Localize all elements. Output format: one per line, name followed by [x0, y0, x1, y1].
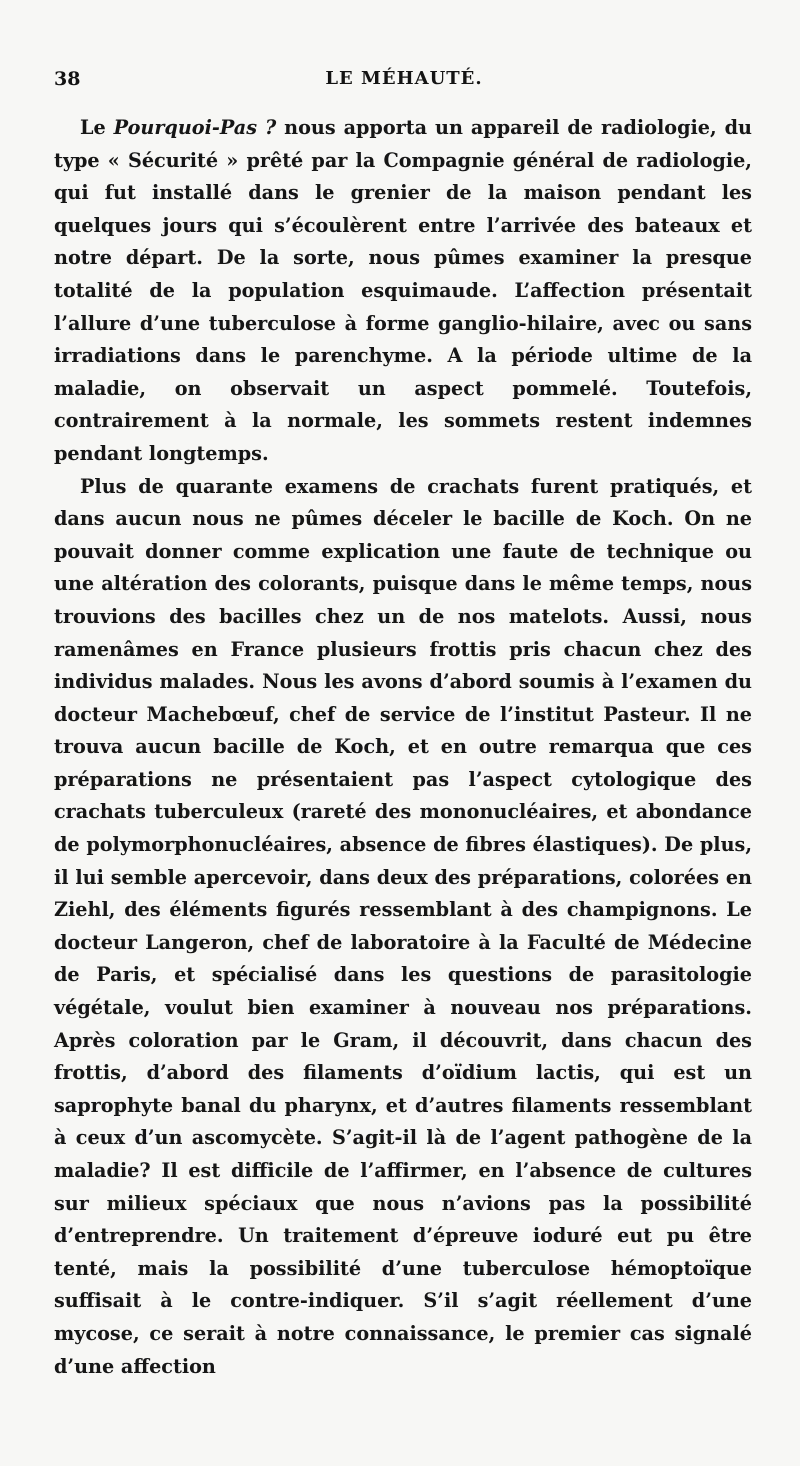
paragraph-1: [54, 112, 752, 471]
paragraph-1-rest: nous apporta un appareil de radiologie, du type « Sécurité » prêté par la Compagnie général de radiologie, qui fut installé dans le grenier de la maison pendant les quelques jours qui s’écoulèrent entre l’arrivée des bateaux et notre départ. De la sorte, nous pûmes examiner la presque totalité de la population esquimaude. L’affection présentait l’allure d’une tuberculose à forme ganglio-hilaire, avec ou sans irradiations dans le parenchyme. A la période ultime de la maladie, on observait un aspect pommelé. Toutefois, contrairement à la normale, les sommets restent indemnes pendant longtemps.: [54, 116, 752, 465]
ship-name: Pourquoi-Pas ?: [113, 116, 277, 139]
running-title: LE MÉHAUTÉ.: [325, 68, 483, 89]
page-header: [54, 68, 754, 98]
body-text: [54, 112, 752, 1383]
paragraph-2: Plus de quarante examens de crachats furent pratiqués, et dans aucun nous ne pûmes déceler le bacille de Koch. On ne pouvait donner comme explication une faute de technique ou une altération des colorants, puisque dans le même temps, nous trouvions des bacilles chez un de nos matelots. Aussi, nous ramenâmes en France plusieurs frottis pris chacun chez des individus malades. Nous les avons d’abord soumis à l’examen du docteur Machebœuf, chef de service de l’institut Pasteur. Il ne trouva aucun bacille de Koch, et en outre remarqua que ces préparations ne présentaient pas l’aspect cytologique des crachats tuberculeux (rareté des mononucléaires, et abondance de polymorphonucléaires, absence de fibres élastiques). De plus, il lui semble apercevoir, dans deux des préparations, colorées en Ziehl, des éléments figurés ressemblant à des champignons. Le docteur Langeron, chef de laboratoire à la Faculté de Médecine de Paris, et spécialisé dans les questions de parasitologie végétale, voulut bien examiner à nouveau nos préparations. Après coloration par le Gram, il découvrit, dans chacun des frottis, d’abord des filaments d’oïdium lactis, qui est un saprophyte banal du pharynx, et d’autres filaments ressemblant à ceux d’un ascomycète. S’agit-il là de l’agent pathogène de la maladie? Il est difficile de l’affirmer, en l’absence de cultures sur milieux spéciaux que nous n’avions pas la possibilité d’entreprendre. Un traitement d’épreuve ioduré eut pu être tenté, mais la possibilité d’une tuberculose hémoptoïque suffisait à le contre-indiquer. S’il s’agit réellement d’une mycose, ce serait à notre connaissance, le premier cas signalé d’une affection: [54, 474, 752, 1378]
page-number: 38: [54, 68, 81, 90]
paragraph-1-start: Le: [80, 116, 114, 139]
